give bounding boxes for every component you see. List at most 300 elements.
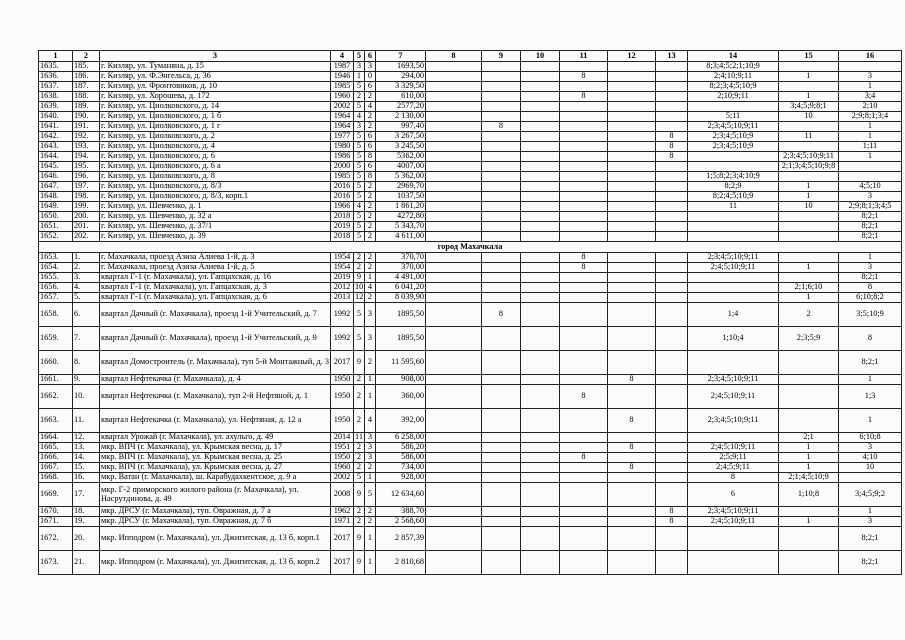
- table-cell: 2017: [331, 351, 354, 375]
- table-cell: 2: [365, 232, 376, 242]
- table-cell: [560, 375, 608, 385]
- table-cell: [482, 62, 521, 72]
- table-cell: [560, 433, 608, 443]
- table-cell: [560, 473, 608, 483]
- column-header: 12: [608, 51, 656, 62]
- table-cell: 5: [354, 327, 365, 351]
- table-cell: 6.: [73, 303, 100, 327]
- table-cell: [482, 232, 521, 242]
- address-cell: мкр. ДРСУ (г. Махачкала), туп. Овражная, д. 7 а: [100, 507, 331, 517]
- column-header: 2: [73, 51, 100, 62]
- table-cell: 2: [365, 122, 376, 132]
- table-cell: [426, 202, 482, 212]
- table-cell: 1667.: [39, 463, 73, 473]
- table-cell: 2;3;4;5;10;9;11: [688, 122, 779, 132]
- table-row: [39, 72, 902, 82]
- table-cell: 3: [839, 443, 902, 453]
- table-cell: 192.: [73, 132, 100, 142]
- table-cell: [482, 212, 521, 222]
- table-cell: 8;2;1: [839, 232, 902, 242]
- address-cell: квартал Г-1 (г. Махачкала), ул. Гапцахская, д. 3: [100, 283, 331, 293]
- table-cell: 4;10: [839, 453, 902, 463]
- table-cell: 4: [365, 409, 376, 433]
- table-row: [39, 192, 902, 202]
- table-cell: 9: [354, 351, 365, 375]
- table-cell: 12.: [73, 433, 100, 443]
- table-cell: 3;4;5;9;2: [839, 483, 902, 507]
- table-cell: [608, 517, 656, 527]
- table-cell: 610,00: [376, 92, 426, 102]
- table-cell: 1;5;8;2;3;4;10;9: [688, 172, 779, 182]
- table-cell: 3: [839, 263, 902, 273]
- address-cell: квартал Нефтекачка (г. Махачкала), д. 4: [100, 375, 331, 385]
- table-cell: [521, 385, 560, 409]
- table-cell: 1: [365, 375, 376, 385]
- address-cell: квартал Домостроитель (г. Махачкала), туп 5-й Монтажный, д. 3: [100, 351, 331, 375]
- table-row: [39, 273, 902, 283]
- table-row: [39, 527, 902, 551]
- table-cell: 5: [354, 82, 365, 92]
- table-cell: [656, 385, 688, 409]
- makhachkala-rows: [39, 253, 902, 575]
- table-cell: [560, 273, 608, 283]
- table-cell: 8: [560, 263, 608, 273]
- table-cell: [608, 212, 656, 222]
- table-cell: [426, 263, 482, 273]
- table-cell: [521, 443, 560, 453]
- table-cell: 195.: [73, 162, 100, 172]
- table-cell: [426, 517, 482, 527]
- table-cell: [560, 192, 608, 202]
- table-row: [39, 327, 902, 351]
- table-cell: [779, 232, 839, 242]
- table-cell: [656, 172, 688, 182]
- address-cell: квартал Г-1 (г. Махачкала), ул. Гапцахская, д. 16: [100, 273, 331, 283]
- table-cell: 1: [779, 263, 839, 273]
- table-cell: [688, 433, 779, 443]
- table-cell: 8;2;1: [839, 527, 902, 551]
- table-cell: 0: [365, 72, 376, 82]
- table-cell: [608, 507, 656, 517]
- table-cell: 11: [688, 202, 779, 212]
- table-cell: 1: [839, 82, 902, 92]
- table-cell: [656, 263, 688, 273]
- table-cell: 370,00: [376, 263, 426, 273]
- table-cell: 1: [839, 409, 902, 433]
- table-cell: [426, 142, 482, 152]
- table-cell: 2: [365, 212, 376, 222]
- table-cell: [608, 263, 656, 273]
- table-cell: 2: [365, 112, 376, 122]
- table-cell: 3: [365, 62, 376, 72]
- table-cell: [521, 92, 560, 102]
- table-row: [39, 293, 902, 303]
- table-cell: 370,70: [376, 253, 426, 263]
- table-cell: 8.: [73, 351, 100, 375]
- table-cell: 2;5;9;11: [688, 453, 779, 463]
- table-cell: [688, 273, 779, 283]
- table-cell: 3: [365, 433, 376, 443]
- table-cell: [482, 453, 521, 463]
- table-cell: 2018: [331, 212, 354, 222]
- table-cell: [608, 232, 656, 242]
- table-cell: [521, 327, 560, 351]
- table-cell: 1666.: [39, 453, 73, 463]
- table-row: [39, 433, 902, 443]
- table-cell: [656, 409, 688, 433]
- table-row: [39, 409, 902, 433]
- table-cell: [426, 253, 482, 263]
- table-cell: [560, 132, 608, 142]
- table-cell: 2;3;4;5;10;9;11: [688, 253, 779, 263]
- table-cell: 2;1: [779, 433, 839, 443]
- table-cell: [608, 132, 656, 142]
- table-cell: 1: [779, 192, 839, 202]
- table-row: [39, 232, 902, 242]
- table-cell: 8: [482, 303, 521, 327]
- table-cell: [482, 202, 521, 212]
- table-cell: [426, 507, 482, 517]
- table-cell: [560, 517, 608, 527]
- table-cell: [521, 433, 560, 443]
- table-cell: [839, 62, 902, 72]
- table-cell: 11: [779, 132, 839, 142]
- table-cell: 2016: [331, 192, 354, 202]
- table-cell: [426, 273, 482, 283]
- table-cell: [521, 293, 560, 303]
- table-cell: 194.: [73, 152, 100, 162]
- table-cell: 10: [839, 463, 902, 473]
- table-cell: 21.: [73, 551, 100, 575]
- table-cell: 1: [839, 375, 902, 385]
- table-cell: 1;10;8: [779, 483, 839, 507]
- table-cell: 5: [354, 473, 365, 483]
- table-cell: 2016: [331, 182, 354, 192]
- table-cell: 1642.: [39, 132, 73, 142]
- table-cell: [608, 303, 656, 327]
- table-cell: [656, 192, 688, 202]
- table-row: [39, 473, 902, 483]
- table-cell: [608, 162, 656, 172]
- table-cell: 1: [839, 253, 902, 263]
- table-cell: 8: [365, 172, 376, 182]
- table-cell: [426, 232, 482, 242]
- address-cell: г. Кизляр, ул. Циолковского, д. 6: [100, 152, 331, 162]
- table-cell: 2;3;4;5;10;9;11: [779, 152, 839, 162]
- table-cell: [839, 473, 902, 483]
- table-cell: 3: [365, 327, 376, 351]
- table-cell: [656, 283, 688, 293]
- table-cell: 8;2;9: [688, 182, 779, 192]
- table-cell: [656, 463, 688, 473]
- table-cell: [779, 385, 839, 409]
- table-cell: 2 568,60: [376, 517, 426, 527]
- table-cell: [608, 483, 656, 507]
- section-divider: [39, 242, 902, 253]
- table-cell: 2;10: [839, 102, 902, 112]
- table-cell: 1: [779, 517, 839, 527]
- table-cell: [560, 212, 608, 222]
- table-cell: [426, 62, 482, 72]
- table-cell: [560, 283, 608, 293]
- table-cell: 1668.: [39, 473, 73, 483]
- table-cell: 1651.: [39, 222, 73, 232]
- table-cell: [656, 551, 688, 575]
- table-cell: 18.: [73, 507, 100, 517]
- table-cell: 8: [365, 152, 376, 162]
- section-title: город Махачкала: [39, 242, 902, 253]
- table-cell: [608, 283, 656, 293]
- table-cell: 1663.: [39, 409, 73, 433]
- table-cell: 1654.: [39, 263, 73, 273]
- table-cell: [426, 182, 482, 192]
- table-cell: 8: [839, 327, 902, 351]
- registry-table: [38, 50, 902, 575]
- table-cell: 1638.: [39, 92, 73, 102]
- table-cell: [688, 551, 779, 575]
- table-cell: 2008: [331, 483, 354, 507]
- table-cell: [521, 202, 560, 212]
- table-cell: [688, 527, 779, 551]
- table-cell: [482, 152, 521, 162]
- table-cell: 2: [354, 507, 365, 517]
- table-cell: 392,00: [376, 409, 426, 433]
- table-cell: [608, 222, 656, 232]
- table-cell: [560, 222, 608, 232]
- table-cell: 13.: [73, 443, 100, 453]
- table-cell: 2: [365, 463, 376, 473]
- table-cell: 2: [365, 293, 376, 303]
- table-cell: [521, 463, 560, 473]
- column-header: 13: [656, 51, 688, 62]
- table-cell: [656, 433, 688, 443]
- table-cell: [779, 82, 839, 92]
- table-cell: [656, 182, 688, 192]
- table-cell: 1960: [331, 463, 354, 473]
- table-cell: 9: [354, 483, 365, 507]
- table-cell: 1960: [331, 92, 354, 102]
- table-cell: 4007,00: [376, 162, 426, 172]
- table-cell: 3: [365, 303, 376, 327]
- table-cell: [560, 327, 608, 351]
- table-cell: 2018: [331, 232, 354, 242]
- table-cell: [521, 232, 560, 242]
- table-cell: 1653.: [39, 253, 73, 263]
- table-cell: [521, 263, 560, 273]
- table-cell: 4 611,00: [376, 232, 426, 242]
- table-cell: 11: [355, 432, 363, 442]
- address-cell: квартал Нефтекачка (г. Махачкала), туп 2-й Нефтяной, д. 1: [100, 385, 331, 409]
- address-cell: г. Кизляр, ул. Циолковского, д. 14: [100, 102, 331, 112]
- table-cell: 1: [354, 72, 365, 82]
- column-header: 8: [426, 51, 482, 62]
- table-cell: 2 130,00: [376, 112, 426, 122]
- table-cell: [426, 473, 482, 483]
- table-cell: 1986: [331, 152, 354, 162]
- address-cell: мкр. Г-2 приморского жилого района (г. Махачкала), ул. Насрутдинова, д. 49: [100, 483, 331, 507]
- column-header: 7: [376, 51, 426, 62]
- table-cell: [482, 132, 521, 142]
- table-cell: 2014: [331, 433, 354, 443]
- address-cell: г. Кизляр, ул. Шевченко, д. 39: [100, 232, 331, 242]
- table-cell: 11 595,60: [376, 351, 426, 375]
- table-row: [39, 463, 902, 473]
- table-cell: 1647.: [39, 182, 73, 192]
- table-cell: [521, 122, 560, 132]
- table-cell: [482, 283, 521, 293]
- table-cell: 11.: [73, 409, 100, 433]
- table-cell: [426, 212, 482, 222]
- table-row: [39, 182, 902, 192]
- table-cell: 6: [365, 82, 376, 92]
- table-cell: [560, 172, 608, 182]
- table-cell: 2: [354, 443, 365, 453]
- table-cell: [656, 303, 688, 327]
- table-cell: 5: [354, 162, 365, 172]
- table-cell: 2: [354, 463, 365, 473]
- table-cell: [656, 92, 688, 102]
- table-row: [39, 351, 902, 375]
- table-cell: [426, 72, 482, 82]
- table-cell: 1951: [331, 443, 354, 453]
- table-cell: 2: [354, 517, 365, 527]
- table-cell: 8: [656, 132, 688, 142]
- table-cell: 2: [354, 263, 365, 273]
- table-cell: 17.: [73, 483, 100, 507]
- table-cell: [839, 172, 902, 182]
- table-cell: 8;2;1: [839, 351, 902, 375]
- table-row: [39, 122, 902, 132]
- table-cell: 1037,50: [376, 192, 426, 202]
- address-cell: мкр. ВПЧ (г. Махачкала), ул. Крымская весна, д. 17: [100, 443, 331, 453]
- table-cell: 5: [354, 232, 365, 242]
- table-cell: [608, 102, 656, 112]
- table-cell: 1964: [331, 122, 354, 132]
- table-cell: 3;4;5;9;8;1: [779, 102, 839, 112]
- address-cell: мкр. Ипподром (г. Махачкала), ул. Джигитская, д. 13 б, корп.2: [100, 551, 331, 575]
- table-cell: [521, 192, 560, 202]
- table-cell: [521, 283, 560, 293]
- table-cell: 191.: [73, 122, 100, 132]
- table-cell: [656, 293, 688, 303]
- table-cell: 1673.: [39, 551, 73, 575]
- table-cell: [521, 551, 560, 575]
- table-cell: 2;9;8;1;3;4;5: [839, 202, 902, 212]
- table-cell: 2;4;5;9;11: [688, 463, 779, 473]
- address-cell: мкр. ДРСУ (г. Махачкала), туп. Овражная, д. 7 б: [100, 517, 331, 527]
- column-header: 15: [779, 51, 839, 62]
- table-cell: 1659.: [39, 327, 73, 351]
- table-cell: [656, 72, 688, 82]
- table-cell: [560, 409, 608, 433]
- table-cell: 5: [365, 483, 376, 507]
- address-cell: мкр. Ипподром (г. Махачкала), ул. Джигитская, д. 13 б, корп.1: [100, 527, 331, 551]
- table-cell: [482, 433, 521, 443]
- table-cell: 1655.: [39, 273, 73, 283]
- column-header: 1: [39, 51, 73, 62]
- column-header: 9: [482, 51, 521, 62]
- table-cell: 2: [365, 507, 376, 517]
- table-cell: [560, 162, 608, 172]
- table-cell: [482, 192, 521, 202]
- table-cell: 3 267,50: [376, 132, 426, 142]
- table-cell: 2;4;10;9;11: [688, 72, 779, 82]
- table-cell: 2;3;4;5;10;9;11: [688, 507, 779, 517]
- table-cell: [656, 375, 688, 385]
- table-cell: [482, 222, 521, 232]
- table-cell: 9: [354, 527, 365, 551]
- table-cell: [521, 102, 560, 112]
- table-cell: [482, 102, 521, 112]
- table-cell: 10.: [73, 385, 100, 409]
- table-cell: 1 861,20: [376, 202, 426, 212]
- table-cell: 2: [365, 222, 376, 232]
- table-cell: 5.: [73, 293, 100, 303]
- table-row: [39, 142, 902, 152]
- table-cell: [608, 142, 656, 152]
- table-cell: [482, 443, 521, 453]
- table-row: [39, 172, 902, 182]
- table-cell: 196.: [73, 172, 100, 182]
- table-cell: 1950: [331, 453, 354, 463]
- table-cell: [521, 517, 560, 527]
- table-cell: 8: [656, 142, 688, 152]
- table-cell: [521, 62, 560, 72]
- table-cell: 6;10;8: [839, 433, 902, 443]
- table-cell: 202.: [73, 232, 100, 242]
- table-cell: 4 491,00: [376, 273, 426, 283]
- table-cell: [521, 483, 560, 507]
- table-row: [39, 112, 902, 122]
- table-row: [39, 152, 902, 162]
- table-cell: [608, 453, 656, 463]
- table-cell: [656, 82, 688, 92]
- table-cell: 1962: [331, 507, 354, 517]
- column-header: 14: [688, 51, 779, 62]
- table-cell: [521, 152, 560, 162]
- table-cell: [608, 433, 656, 443]
- table-cell: [426, 112, 482, 122]
- table-cell: 2019: [331, 273, 354, 283]
- table-cell: 2;3;4;5;10;9: [688, 132, 779, 142]
- table-cell: 1: [779, 453, 839, 463]
- table-cell: [426, 433, 482, 443]
- table-cell: 1646.: [39, 172, 73, 182]
- table-cell: 2: [354, 253, 365, 263]
- address-cell: г. Кизляр, ул. Ф.Энгельса, д. 36: [100, 72, 331, 82]
- table-cell: 8: [608, 463, 656, 473]
- table-cell: 5 362,00: [376, 172, 426, 182]
- table-cell: 8: [560, 92, 608, 102]
- table-cell: 2002: [331, 102, 354, 112]
- table-cell: 1;11: [839, 142, 902, 152]
- table-cell: 1985: [331, 82, 354, 92]
- table-cell: 8;2;1: [839, 212, 902, 222]
- table-cell: 2.: [73, 263, 100, 273]
- table-cell: 6: [365, 162, 376, 172]
- table-cell: 1: [839, 507, 902, 517]
- table-cell: [688, 283, 779, 293]
- table-cell: 1: [779, 92, 839, 102]
- table-cell: 3;4: [839, 92, 902, 102]
- table-row: [39, 212, 902, 222]
- table-cell: [482, 182, 521, 192]
- table-cell: 1: [839, 122, 902, 132]
- table-cell: [608, 122, 656, 132]
- table-cell: 189.: [73, 102, 100, 112]
- address-cell: мкр. ВПЧ (г. Махачкала), ул. Крымская весна, д. 25: [100, 453, 331, 463]
- table-cell: 10: [779, 112, 839, 122]
